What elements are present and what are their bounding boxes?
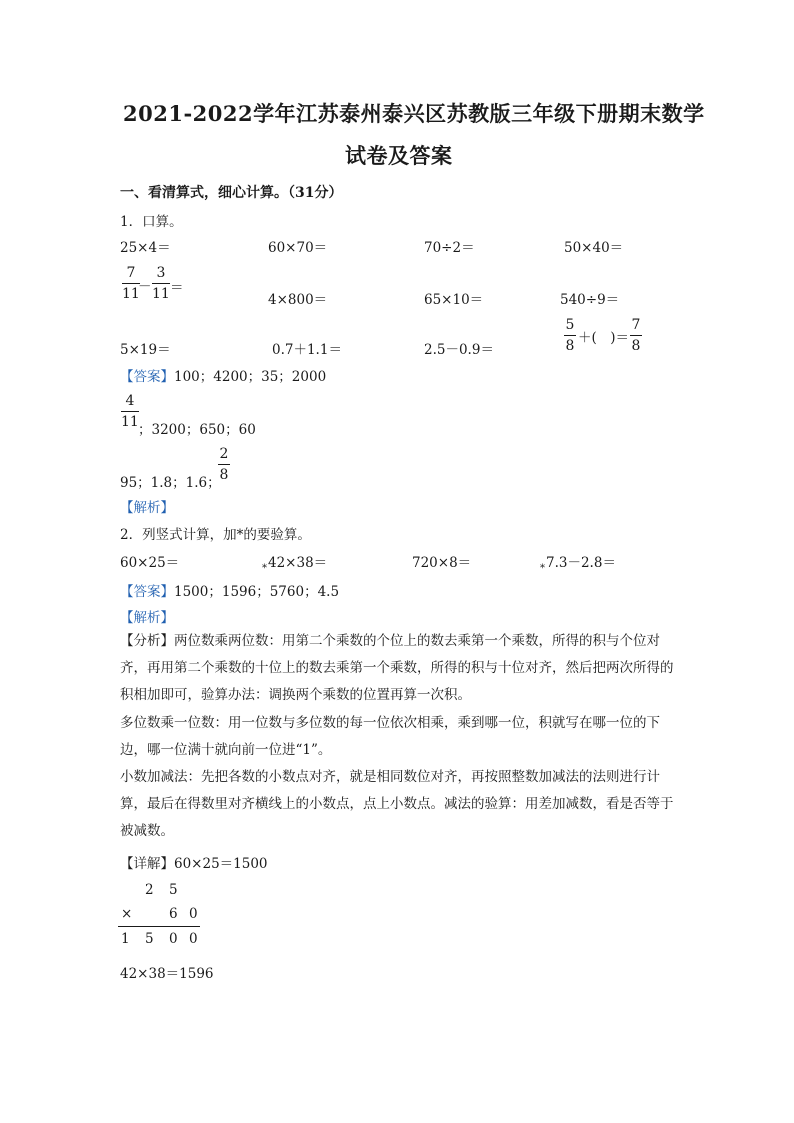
star-mark: * xyxy=(540,563,545,574)
page-title-line1: 2021-2022学年江苏泰州泰兴区苏教版三年级下册期末数学 xyxy=(123,101,705,126)
section-heading: 一、看清算式，细心计算。（31分） xyxy=(120,185,343,201)
vertical-digit: 0 xyxy=(189,906,198,922)
vertical-calc-rule xyxy=(118,926,200,927)
calc-item: 2.5－0.9＝ xyxy=(424,342,494,358)
fraction-numerator: 3 xyxy=(156,265,166,281)
detail-tag: 【详解】 xyxy=(120,856,174,872)
fraction-bar xyxy=(152,283,170,284)
answer-label: 【答案】 xyxy=(120,584,174,600)
detail-line-2: 42×38＝1596 xyxy=(120,966,214,982)
calc-item: 70÷2＝ xyxy=(424,240,475,256)
detail-text: 60×25＝1500 xyxy=(174,856,268,872)
analysis-paragraph-2: 多位数乘一位数：用一位数与多位数的每一位依次相乘，乘到哪一位，积就写在哪一位的下边，哪一位满十就向前一位进“1”。 xyxy=(120,715,660,758)
fraction-denominator: 8 xyxy=(565,338,575,354)
fraction-7-8 xyxy=(630,317,642,354)
vertical-digit: 0 xyxy=(169,931,178,947)
vertical-digit: 6 xyxy=(169,906,178,922)
calc-item: 540÷9＝ xyxy=(560,292,620,308)
vertical-calc-item-starred xyxy=(262,551,327,574)
fraction-denominator: 11 xyxy=(121,414,139,430)
vertical-operator: × xyxy=(121,906,133,922)
answer-line-1 xyxy=(120,365,326,385)
answer-line-2: ；3200；650；60 xyxy=(138,422,256,438)
analysis-text: 两位数乘两位数：用第二个乘数的个位上的数去乘第一个乘数，所得的积与个位对齐，再用第二个乘数的十位上的数去乘第一个乘数，所得的积与十位对齐，然后把两次所得的积相加即可，验算办法：调换两个乘数的位置再算一次积。 xyxy=(120,633,674,703)
vertical-calc-item-starred xyxy=(540,551,616,574)
question-1-label: 1．口算。 xyxy=(120,214,183,230)
answer-fraction-2-8 xyxy=(218,446,230,483)
star-mark: * xyxy=(262,563,267,574)
analysis-paragraph-3: 小数加减法：先把各数的小数点对齐，就是相同数位对齐，再按照整数加减法的法则进行计算，最后在得数里对齐横线上的小数点，点上小数点。减法的验算：用差加减数，看是否等于被减数。 xyxy=(120,769,674,839)
calc-item: 65×10＝ xyxy=(424,292,484,308)
fraction-numerator: 5 xyxy=(565,317,575,333)
fraction-bar xyxy=(121,411,139,412)
calc-text: 42×38＝ xyxy=(268,555,328,571)
detail-line-1 xyxy=(120,852,268,872)
fraction-denominator: 11 xyxy=(152,286,170,302)
vertical-digit: 1 xyxy=(121,931,130,947)
fraction-bar xyxy=(630,335,642,336)
answer-label: 【答案】 xyxy=(120,369,174,385)
minus-sign: － xyxy=(138,279,152,295)
fraction-denominator: 8 xyxy=(631,338,641,354)
answer-text: 1500；1596；5760；4.5 xyxy=(174,584,340,600)
calc-item: 5×19＝ xyxy=(120,342,171,358)
calc-text: 7.3－2.8＝ xyxy=(546,555,616,571)
answer-line-3: 95；1.8；1.6； xyxy=(120,475,221,491)
fraction-bar xyxy=(564,335,576,336)
analysis-tag: 【分析】 xyxy=(120,633,174,649)
calc-item: 50×40＝ xyxy=(564,240,624,256)
answer-line-q2 xyxy=(120,580,339,600)
calc-item: 60×70＝ xyxy=(268,240,328,256)
answer-fraction-4-11 xyxy=(121,393,139,430)
fraction-denominator: 11 xyxy=(122,286,140,302)
vertical-calc-item: 720×8＝ xyxy=(412,555,472,571)
answer-text: 100；4200；35；2000 xyxy=(174,369,327,385)
question-2-label: 2．列竖式计算，加*的要验算。 xyxy=(120,527,311,543)
fraction-bar xyxy=(218,464,230,465)
fill-blank-expression: ＋( )＝ xyxy=(578,330,630,346)
fraction-numerator: 4 xyxy=(125,393,135,409)
fraction-denominator: 8 xyxy=(219,467,229,483)
calc-item: 4×800＝ xyxy=(268,292,328,308)
fraction-numerator: 7 xyxy=(631,317,641,333)
vertical-calc-item: 60×25＝ xyxy=(120,555,180,571)
fraction-numerator: 7 xyxy=(126,265,136,281)
vertical-digit: 5 xyxy=(145,931,154,947)
page-title-line2: 试卷及答案 xyxy=(345,143,453,168)
analysis-label: 【解析】 xyxy=(120,500,174,516)
fraction-5-8 xyxy=(564,317,576,354)
equals-sign: ＝ xyxy=(170,280,184,296)
analysis-paragraph-1 xyxy=(120,628,680,709)
vertical-digit: 0 xyxy=(189,931,198,947)
fraction-3-11 xyxy=(152,265,170,302)
vertical-digit: 2 xyxy=(145,882,154,898)
fraction-numerator: 2 xyxy=(219,446,229,462)
calc-item: 0.7＋1.1＝ xyxy=(272,342,342,358)
analysis-label: 【解析】 xyxy=(120,610,174,626)
vertical-digit: 5 xyxy=(169,882,178,898)
calc-item: 25×4＝ xyxy=(120,240,171,256)
